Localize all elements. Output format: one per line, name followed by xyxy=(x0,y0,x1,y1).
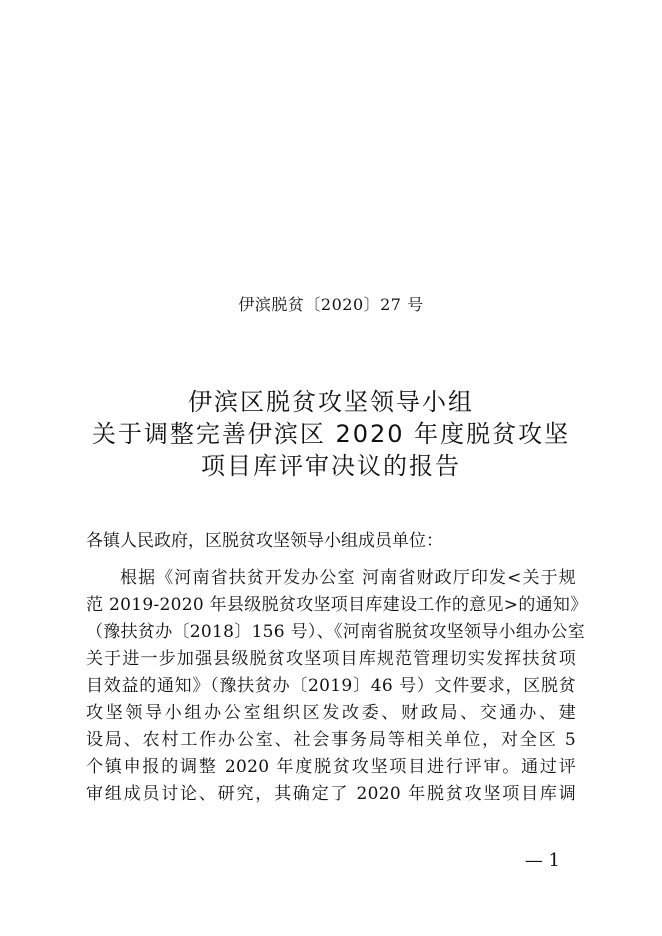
paragraph-line: 攻坚领导小组办公室组织区发改委、财政局、交通办、建 xyxy=(86,703,576,723)
paragraph-line: 个镇申报的调整 2020 年度脱贫攻坚项目进行评审。通过评 xyxy=(86,757,576,777)
title-line: 项目库评审决议的报告 xyxy=(201,452,461,480)
addressee-line: 各镇人民政府，区脱贫攻坚领导小组成员单位： xyxy=(86,531,443,551)
page-number: — 1 xyxy=(524,850,560,871)
body-paragraph xyxy=(86,565,588,808)
paragraph-line: 关于进一步加强县级脱贫攻坚项目库规范管理切实发挥扶贫项 xyxy=(86,649,576,669)
paragraph-line: 设局、农村工作办公室、社会事务局等相关单位，对全区 5 xyxy=(86,730,576,750)
paragraph-line: 根据《河南省扶贫开发办公室 河南省财政厅印发<关于规 xyxy=(120,568,576,588)
paragraph-line: 审组成员讨论、研究，其确定了 2020 年脱贫攻坚项目库调 xyxy=(86,784,576,804)
document-number: 伊滨脱贫〔2020〕27 号 xyxy=(238,295,424,314)
title-line: 关于调整完善伊滨区 2020 年度脱贫攻坚 xyxy=(91,420,571,448)
paragraph-line: 范 2019-2020 年县级脱贫攻坚项目库建设工作的意见>的通知》 xyxy=(86,595,588,615)
paragraph-line: （豫扶贫办〔2018〕156 号）、《河南省脱贫攻坚领导小组办公室 xyxy=(86,622,586,642)
paragraph-line: 目效益的通知》（豫扶贫办〔2019〕46 号）文件要求，区脱贫 xyxy=(86,676,576,696)
document-title xyxy=(0,386,662,482)
title-line: 伊滨区脱贫攻坚领导小组 xyxy=(188,388,474,416)
